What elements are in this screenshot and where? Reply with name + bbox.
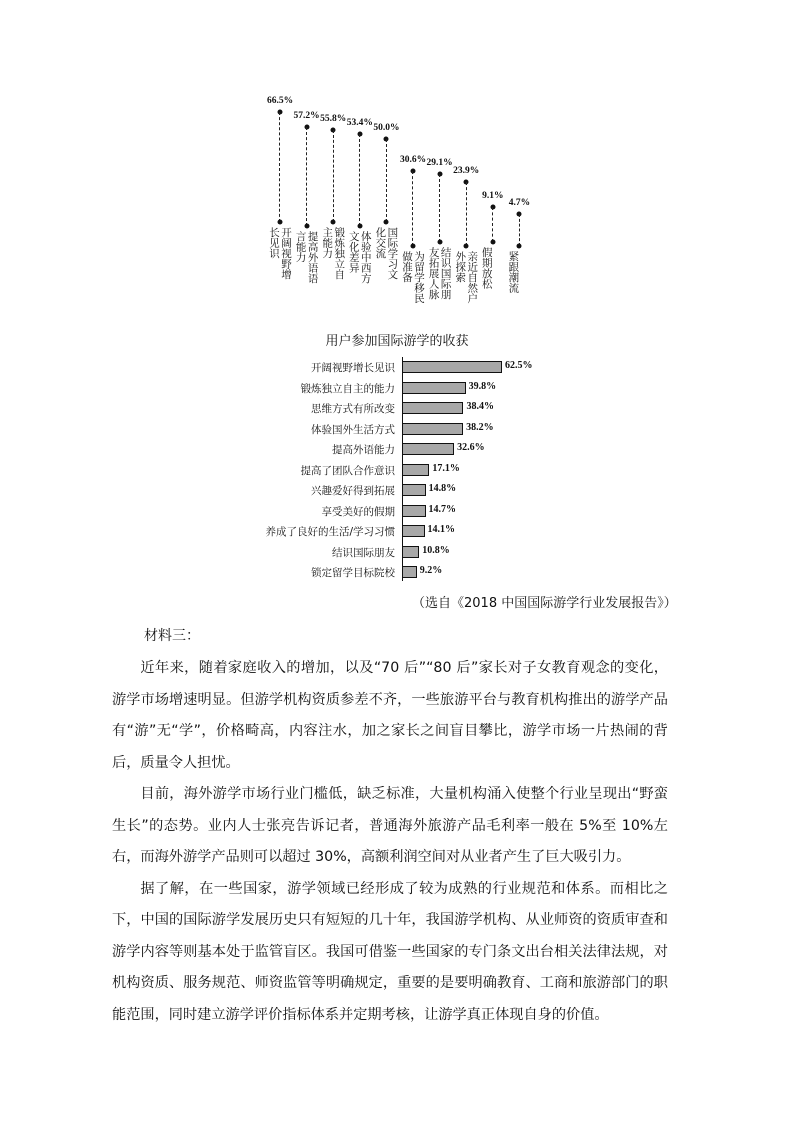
bar-value-label: 38.2% <box>466 421 494 433</box>
bar-value-label: 62.5% <box>505 360 533 371</box>
bar-value-label: 14.8% <box>428 483 457 494</box>
lollipop-label: 假期放松 <box>480 247 493 289</box>
lollipop-label: 体验中西方文化差异 <box>347 231 372 284</box>
bar-category-label: 兴趣爱好得到拓展 <box>311 485 395 497</box>
lollipop-stem <box>439 174 440 242</box>
bar <box>402 546 419 558</box>
bar <box>402 525 425 537</box>
bar-category-label: 提高了团队合作意识 <box>300 464 395 477</box>
lollipop-bottom-dot <box>490 240 495 245</box>
bar-category-label: 锁定留学目标院校 <box>311 567 395 579</box>
lollipop-value: 57.2% <box>293 111 320 122</box>
paragraph: 据了解，在一些国家，游学领域已经形成了较为成熟的行业规范和体系。而相比之下，中国的国际游学发展历史只有短短的几十年，我国游学机构、从业师资的资质审查和游学内容等则基本处于监管盲区。我国可借鉴一些国家的专门条文出台相关法律法规，对机构资质、服务规范、师资监管等明确规定，重要的是要明确教育、工商和旅游部门的职能范围，同时建立游学评价指标体系并定期考核，让游学真正体现自身的价值。 <box>112 880 668 1023</box>
lollipop-stem <box>306 127 307 226</box>
lollipop-bottom-dot <box>437 240 442 245</box>
bar-value-label: 9.2% <box>419 565 443 576</box>
bar-value-label: 38.4% <box>466 401 494 412</box>
lollipop-stem <box>519 214 520 246</box>
bar-category-label: 体验国外生活方式 <box>311 423 395 436</box>
bar <box>402 402 463 414</box>
bar-value-label: 14.7% <box>428 503 457 515</box>
lollipop-bottom-dot <box>464 244 469 249</box>
lollipop-bottom-dot <box>331 220 336 225</box>
lollipop-label: 锻炼独立自主能力 <box>321 227 346 280</box>
lollipop-label: 为留学移民做准备 <box>401 251 425 304</box>
lollipop-value: 4.7% <box>508 198 531 209</box>
lollipop-value: 9.1% <box>482 190 504 201</box>
bar-category-label: 结识国际朋友 <box>332 546 395 559</box>
lollipop-value: 53.4% <box>346 117 373 128</box>
lollipop-chart <box>262 96 532 306</box>
lollipop-bottom-dot <box>384 220 389 225</box>
lollipop-value: 30.6% <box>399 155 427 166</box>
bar-category-label: 享受美好的假期 <box>321 505 395 518</box>
lollipop-value: 29.1% <box>426 157 453 168</box>
lollipop-label: 国际学习文化交流 <box>374 227 399 280</box>
bar-value-label: 14.1% <box>427 524 456 535</box>
paragraph: 目前，海外游学市场行业门槛低，缺乏标准，大量机构涌入使整个行业呈现出“野蛮生长”的态势。业内人士张亮告诉记者，普通海外旅游产品毛利率一般在 5%至 10%左右，而海外游学产品则可以超过 30%，高额利润空间对从业者产生了巨大吸引力。 <box>112 786 668 865</box>
bar <box>402 361 502 373</box>
lollipop-bottom-dot <box>278 220 283 225</box>
bar <box>402 566 417 578</box>
lollipop-bottom-dot <box>411 244 416 249</box>
bar-value-label: 32.6% <box>457 442 485 453</box>
lollipop-stem <box>359 134 360 226</box>
bar <box>402 423 463 435</box>
bar-value-label: 10.8% <box>422 544 450 556</box>
lollipop-label: 亲近自然户外探索 <box>454 251 479 304</box>
paragraph: 近年来，随着家庭收入的增加，以及“70 后”“80 后”家长对子女教育观念的变化，游学市场增速明显。但游学机构资质参差不齐，一些旅游平台与教育机构推出的游学产品有“游”无“学”，价格畸高，内容注水，加之家长之间盲目攀比，游学市场一片热闹的背后，质量令人担忧。 <box>112 660 668 771</box>
bar-category-label: 提高外语能力 <box>332 444 395 456</box>
lollipop-bottom-dot <box>517 244 522 249</box>
lollipop-stem <box>412 171 413 246</box>
lollipop-value: 50.0% <box>373 123 400 134</box>
bar-category-label: 养成了良好的生活/学习习惯 <box>265 526 395 538</box>
bar-chart <box>255 357 575 585</box>
lollipop-value: 23.9% <box>453 166 480 177</box>
bar-value-label: 17.1% <box>432 462 460 474</box>
article-body <box>112 653 668 1031</box>
bar <box>402 382 466 394</box>
lollipop-stem <box>386 139 387 222</box>
lollipop-stem <box>466 182 467 246</box>
lollipop-stem <box>492 207 493 242</box>
bar <box>402 464 429 476</box>
material-heading: 材料三： <box>144 628 200 644</box>
bar <box>402 505 426 517</box>
bar-category-label: 锻炼独立自主的能力 <box>300 382 395 395</box>
lollipop-bottom-dot <box>304 224 309 229</box>
lollipop-value: 55.8% <box>320 113 347 124</box>
lollipop-label: 紧跟潮流 <box>507 251 520 293</box>
bar-category-label: 开阔视野增长见识 <box>311 362 395 374</box>
lollipop-label: 提高外语语言能力 <box>294 231 319 284</box>
source-note: （选自《2018 中国国际游学行业发展报告》） <box>412 596 677 611</box>
bar-value-label: 39.8% <box>468 380 497 392</box>
lollipop-bottom-dot <box>357 224 362 229</box>
bar-category-label: 思维方式有所改变 <box>311 403 395 415</box>
lollipop-value: 66.5% <box>266 96 294 106</box>
bar <box>402 443 454 455</box>
lollipop-label: 结识国际朋友拓展人脉 <box>427 247 452 300</box>
lollipop-stem <box>333 130 334 222</box>
lollipop-stem <box>279 112 280 222</box>
bar <box>402 484 426 496</box>
lollipop-label: 开阔视野增长见识 <box>268 227 292 280</box>
bar-chart-title: 用户参加国际游学的收获 <box>325 334 469 349</box>
